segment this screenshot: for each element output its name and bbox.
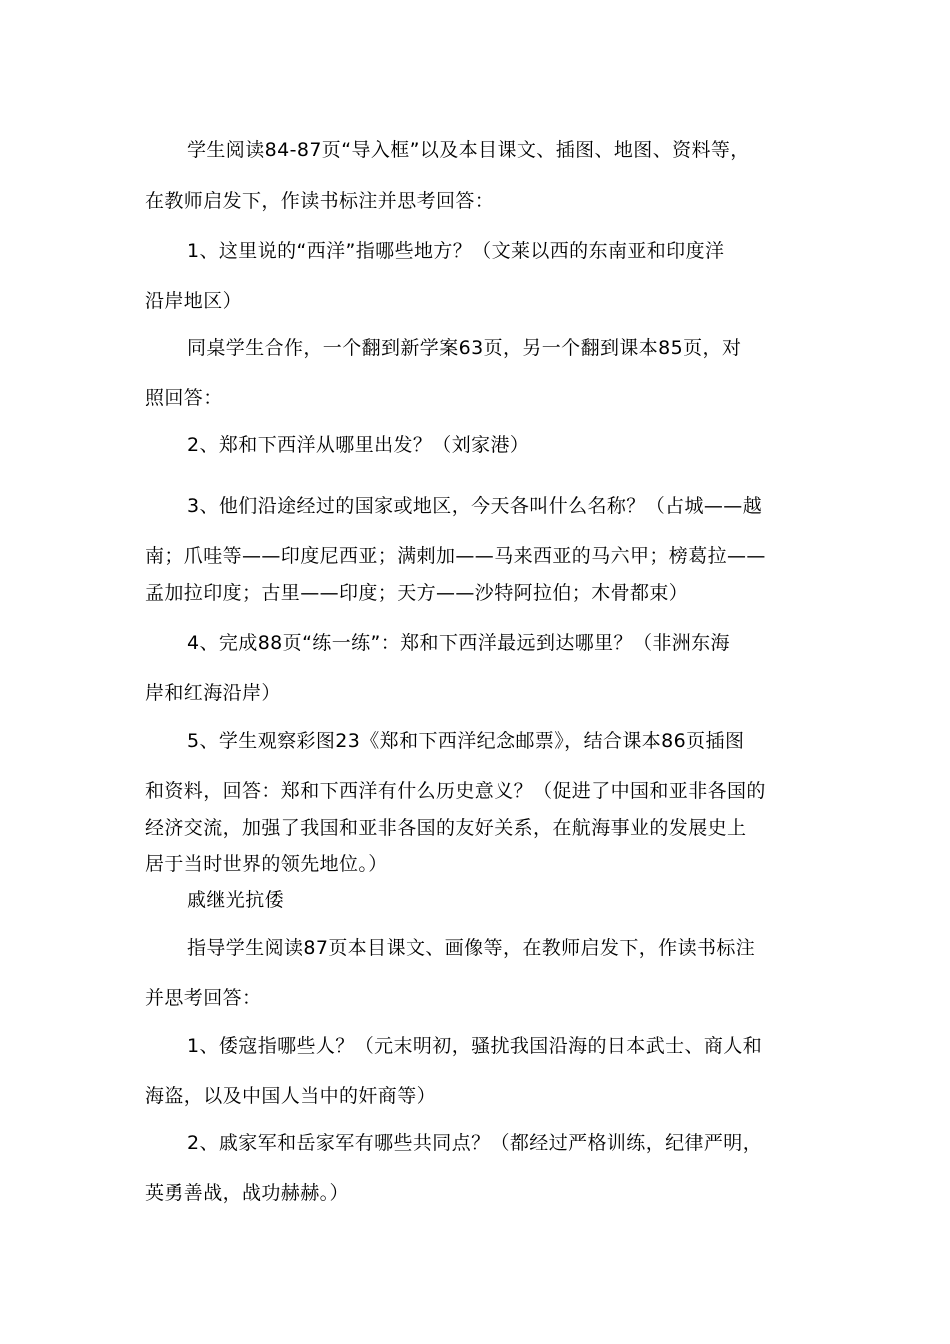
question-4-line-2: 岸和红海沿岸） (145, 682, 281, 704)
paragraph-intro-line-2: 在教师启发下，作读书标注并思考回答： (145, 190, 495, 212)
question-6-line-2: 海盗，以及中国人当中的奸商等） (145, 1085, 437, 1107)
question-5-line-3: 经济交流，加强了我国和亚非各国的友好关系，在航海事业的发展史上 (145, 817, 747, 839)
question-7-line-2: 英勇善战，战功赫赫。） (145, 1182, 349, 1204)
question-4-line-1: 4、完成88页“练一练”：郑和下西洋最远到达哪里？（非洲东海 (187, 632, 730, 654)
paragraph-intro-line-1: 学生阅读84-87页“导入框”以及本目课文、插图、地图、资料等， (187, 139, 750, 161)
paragraph-pair-work-line-2: 照回答： (145, 387, 223, 409)
question-6-line-1: 1、倭寇指哪些人？（元末明初，骚扰我国沿海的日本武士、商人和 (187, 1035, 763, 1057)
question-5-line-1: 5、学生观察彩图23《郑和下西洋纪念邮票》，结合课本86页插图 (187, 730, 745, 752)
paragraph-guide-line-1: 指导学生阅读87页本目课文、画像等，在教师启发下，作读书标注 (187, 937, 756, 959)
question-3-line-2: 南；爪哇等——印度尼西亚；满剌加——马来西亚的马六甲；榜葛拉—— (145, 545, 766, 567)
question-1-line-1: 1、这里说的“西洋”指哪些地方？（文莱以西的东南亚和印度洋 (187, 240, 725, 262)
question-2: 2、郑和下西洋从哪里出发？（刘家港） (187, 434, 530, 456)
question-7-line-1: 2、戚家军和岳家军有哪些共同点？（都经过严格训练，纪律严明， (187, 1132, 763, 1154)
section-heading: 戚继光抗倭 (187, 889, 285, 911)
question-5-line-4: 居于当时世界的领先地位。） (145, 853, 388, 875)
question-5-line-2: 和资料，回答：郑和下西洋有什么历史意义？（促进了中国和亚非各国的 (145, 780, 766, 802)
paragraph-pair-work-line-1: 同桌学生合作，一个翻到新学案63页，另一个翻到课本85页，对 (187, 337, 742, 359)
question-1-line-2: 沿岸地区） (145, 290, 243, 312)
paragraph-guide-line-2: 并思考回答： (145, 987, 262, 1009)
question-3-line-3: 孟加拉印度；古里——印度；天方——沙特阿拉伯；木骨都束） (145, 582, 689, 604)
question-3-line-1: 3、他们沿途经过的国家或地区，今天各叫什么名称？（占城——越 (187, 495, 763, 517)
